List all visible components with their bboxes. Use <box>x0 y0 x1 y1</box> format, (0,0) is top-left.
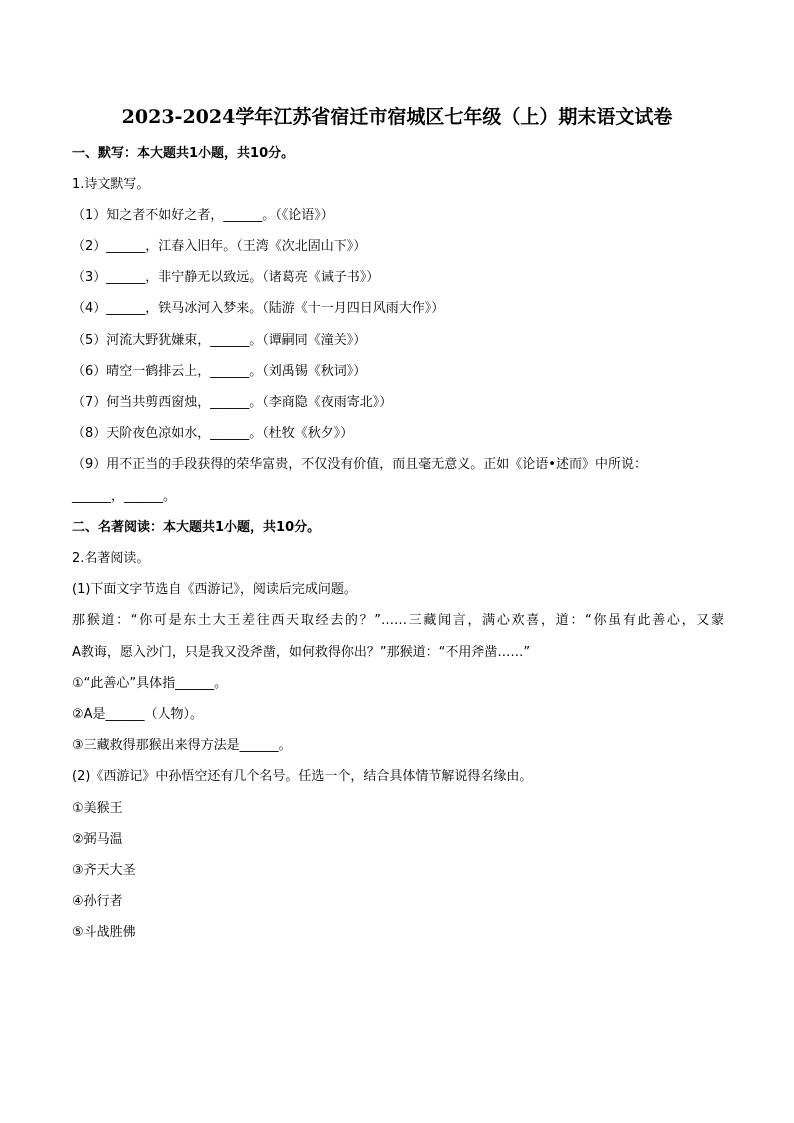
sub-question-3: ③三藏救得那猴出来得方法是______。 <box>72 738 292 753</box>
q1-item-9: （9）用不正当的手段获得的荣华富贵，不仅没有价值，而且毫无意义。正如《论语•述而》中所说： <box>72 457 647 472</box>
name-option-5: ⑤斗战胜佛 <box>72 925 136 940</box>
section-heading-classics: 二、名著阅读：本大题共1小题，共10分。 <box>72 520 321 535</box>
q1-item-8: （8）天阶夜色凉如水，______。（杜牧《秋夕》） <box>72 426 354 441</box>
q1-item-3: （3）______，非宁静无以致远。（诸葛亮《诫子书》） <box>72 270 380 285</box>
question-2-stem: 2.名著阅读。 <box>72 551 150 566</box>
q1-item-7: （7）何当共剪西窗烛，______。（李商隐《夜雨寄北》） <box>72 395 393 410</box>
q1-item-1: （1）知之者不如好之者，______。（《论语》） <box>72 208 334 223</box>
name-option-4: ④孙行者 <box>72 894 123 909</box>
passage-line-2: A教诲，愿入沙门，只是我又没斧凿，如何救得你出？”那猴道：“不用斧凿……” <box>72 645 531 660</box>
q2-part2-intro: (2)《西游记》中孙悟空还有几个名号。任选一个，结合具体情节解说得名缘由。 <box>72 769 533 784</box>
q1-item-4: （4）______，铁马冰河入梦来。（陆游《十一月四日风雨大作》） <box>72 301 445 316</box>
q1-item-6: （6）晴空一鹤排云上，______。（刘禹锡《秋词》） <box>72 364 367 379</box>
exam-title: 2023-2024学年江苏省宿迁市宿城区七年级（上）期末语文试卷 <box>121 106 673 128</box>
question-1-stem: 1.诗文默写。 <box>72 177 150 192</box>
name-option-1: ①美猴王 <box>72 801 123 816</box>
section-heading-dictation: 一、默写：本大题共1小题，共10分。 <box>72 146 295 161</box>
name-option-3: ③齐天大圣 <box>72 863 136 878</box>
passage-line-1: 那猴道：“你可是东土大王差往西天取经去的？”……三藏闻言，满心欢喜，道：“你虽有此善心，又蒙 <box>72 613 724 628</box>
sub-question-2: ②A是______（人物）。 <box>72 707 204 722</box>
name-option-2: ②弼马温 <box>72 832 123 847</box>
q2-part1-intro: (1)下面文字节选自《西游记》，阅读后完成问题。 <box>72 582 357 597</box>
q1-item-5: （5）河流大野犹嫌束，______。（谭嗣同《潼关》） <box>72 333 367 348</box>
q1-item-2: （2）______，江春入旧年。（王湾《次北固山下》） <box>72 239 367 254</box>
sub-question-1: ①“此善心”具体指______。 <box>72 676 228 691</box>
q1-item-9-blanks: ______，______。 <box>72 489 177 504</box>
